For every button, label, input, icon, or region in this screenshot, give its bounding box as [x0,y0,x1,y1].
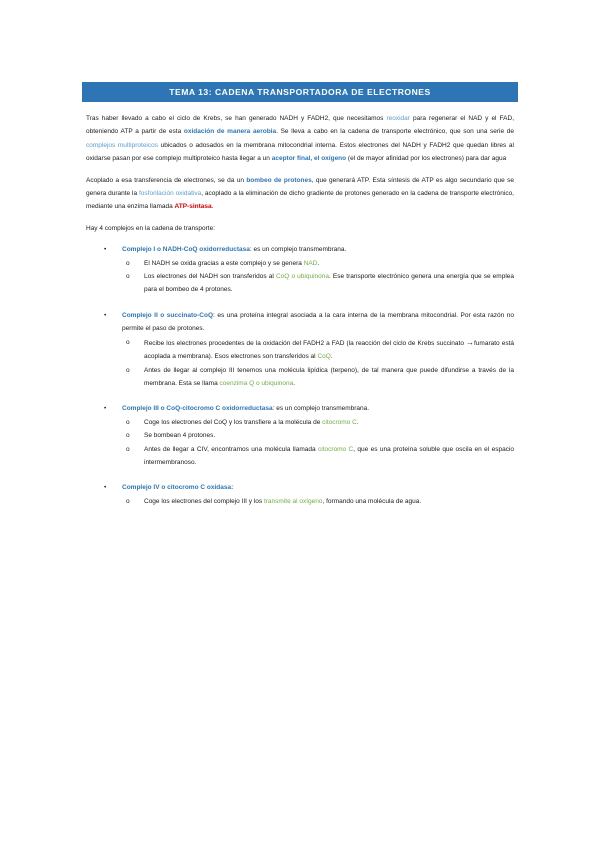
complex-3-heading [122,402,514,415]
p1-text-5: (el de mayor afinidad por los electrones) para dar agua [346,155,507,163]
p2-text-1: Acoplado a esa transferencia de electrones, se da un [86,176,247,184]
c3-s3-highlight: citocromo C [318,445,354,453]
c2-s2-highlight: coenzima Q o ubiquinona [219,379,294,387]
circle-bullet-icon: o [126,418,130,426]
p1-highlight-aceptor: aceptor final, el oxígeno [271,155,347,163]
bullet-icon: • [104,246,107,254]
complex-3-name: Complejo III o CoQ-citocromo C oxidorreductasa [122,405,273,413]
c2-s1-text-2: fumarato está acoplada a membrana). Esos electrones son transferidos al [144,339,514,361]
complex-2-heading [122,309,514,336]
bullet-icon: • [104,311,107,319]
c4-s1-text: Coge los electrones del complejo III y los [144,497,264,505]
complex-4-sublist [122,495,514,508]
complex-3-item [86,402,514,469]
p1-text-2: para regenerar el NAD y el FAD, obteniendo ATP a partir de esta [86,115,514,136]
c2-s1-end: . [330,353,333,361]
complex-1-heading [122,243,514,256]
complex-1-list [86,243,514,297]
title-banner [82,82,518,102]
c1-s1-highlight: NAD [303,259,318,267]
page-title: TEMA 13: CADENA TRANSPORTADORA DE ELECTRONES [169,87,431,97]
circle-bullet-icon: o [126,366,130,374]
complex-3-list [86,402,514,469]
c3-s1-end: . [356,418,359,426]
p2-highlight-atp-sintasa: ATP-sintasa [174,203,212,211]
complex-2-sublist [122,336,514,391]
sub-item [122,495,514,508]
complex-4-heading [122,481,514,494]
complex-4-list [86,481,514,508]
sub-item [122,257,514,270]
p2-text-4: . [211,203,214,211]
c3-s1-text: Coge los electrones del CoQ y los transfiere a la molécula de [144,418,323,426]
complex-3-sublist [122,416,514,470]
complex-1-sublist [122,257,514,297]
sub-item [122,429,514,442]
c1-s1-end: . [317,259,320,267]
c3-s2-text: Se bombean 4 protones. [144,432,216,440]
c3-s3-text: Antes de llegar a CIV, encontramos una molécula llamada [144,445,318,453]
document-body [86,112,514,520]
c1-s2-end: . Ese transporte electrónico genera una energía que se emplea para el bombeo de 4 protones. [144,273,515,294]
sub-item [122,270,514,297]
p2-highlight-bombeo: bombeo de protones [246,176,312,184]
arrow-right-icon: → [466,337,474,347]
c2-s1-highlight: CoQ [317,353,331,361]
sub-item [122,336,514,364]
p1-text-3: . Se lleva a cabo en la cadena de transporte electrónico, que son una serie de [276,128,514,136]
complex-2-name: Complejo II o succinato-CoQ [122,311,214,319]
complex-1-item [86,243,514,297]
c2-s2-end: . [293,379,296,387]
bullet-icon: • [104,405,107,413]
sub-item [122,364,514,391]
circle-bullet-icon: o [126,338,130,346]
complex-2-item [86,309,514,390]
p1-highlight-reoxidar: reoxidar [386,115,410,122]
complex-3-desc: : es un complejo transmembrana. [272,405,370,413]
complex-1-desc: : es un complejo transmembrana. [249,246,347,254]
c2-s1-text: Recibe los electrones procedentes de la oxidación del FADH2 a FAD (la reacción del ciclo de Krebs succinato [144,339,466,347]
sub-item [122,416,514,429]
circle-bullet-icon: o [126,445,130,453]
complex-4-item [86,481,514,508]
c3-s1-highlight: citocromo C [322,418,357,426]
c4-s1-highlight: transmite al oxígeno [263,497,323,505]
p1-text-4: ubicados o adosados en la membrana mitocondrial interna. Estos electrones del NADH y FADH2 que quedan libres al oxidarse pasan por ese complejo multiproteico hasta llegar a un [86,141,514,163]
c1-s2-text: Los electrones del NADH son transferidos al [144,273,276,281]
intro-paragraph [86,112,514,166]
complex-1-name: Complejo I o NADH-CoQ oxidorreductasa [122,246,250,254]
p1-highlight-oxidacion: oxidación de manera aerobia [183,128,277,136]
circle-bullet-icon: o [126,497,130,505]
circle-bullet-icon: o [126,432,130,440]
c1-s2-highlight: CoQ o ubiquinona [275,273,329,281]
c1-s1-text: El NADH se oxida gracias a este complejo y se genera [144,259,304,267]
p1-highlight-complejos: complejos multiproteicos [86,141,158,149]
circle-bullet-icon: o [126,273,130,281]
p2-highlight-fosforilacion: fosforilación oxidativa [139,190,202,198]
coupling-paragraph [86,174,514,214]
p1-text-1: Tras haber llevado a cabo el ciclo de Krebs, se han generado NADH y FADH2, que necesitamos [86,115,387,122]
c3-s3-end: , que es una proteína soluble que oscila en el espacio intermembranoso. [144,445,514,466]
p2-text-2: , que generará ATP. Esta síntesis de ATP es algo secundario que se genera durante la [86,176,514,198]
p2-text-3: , acoplado a la eliminación de dicho gradiente de protones generado en la cadena de transporte electrónico, mediante una enzima llamada [86,190,514,211]
circle-bullet-icon: o [126,259,130,267]
complex-count-paragraph: Hay 4 complejos en la cadena de transporte: [86,224,215,232]
c2-s2-text: Antes de llegar al complejo III tenemos una molécula lipídica (terpeno), de tal manera que puede difundirse a través de la membrana. Esta se llama [144,366,514,387]
bullet-icon: • [104,484,107,492]
complex-4-name: Complejo IV o citocromo C oxidasa: [122,484,234,492]
sub-item [122,443,514,470]
c4-s1-end: , formando una molécula de agua. [322,497,422,505]
complex-2-list [86,309,514,390]
complex-2-desc: : es una proteína integral asociada a la cara interna de la membrana mitocondrial. Por esta razón no permite el paso de protones. [122,311,514,333]
